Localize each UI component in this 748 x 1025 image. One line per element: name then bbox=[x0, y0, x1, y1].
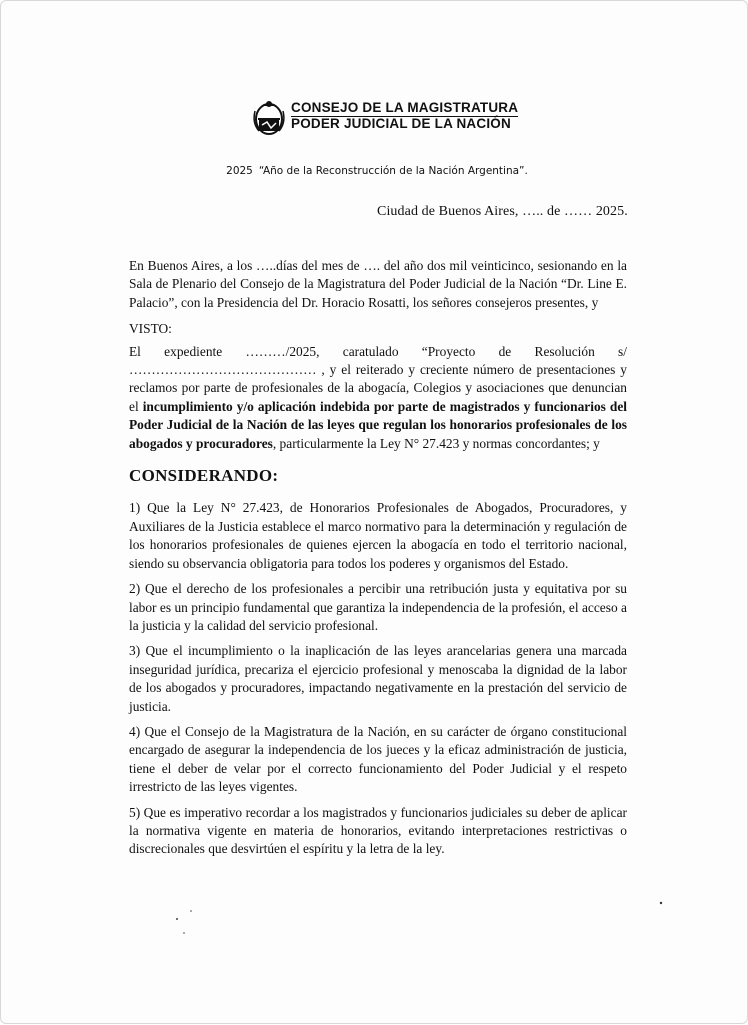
motto-year: 2025 bbox=[226, 165, 253, 177]
visto-text-1: El expediente ………/2025, caratulado “Proyecto de Resolución s/ …………………………………… , y el reiterado y creciente número de presentaciones y reclamos por parte de profesionales de la abogacía, Colegios y asociaciones que denuncian el bbox=[129, 343, 627, 414]
considerando-item: 3) Que el incumplimiento o la inaplicación de las leyes arancelarias genera una marcada inseguridad jurídica, precariza el ejercicio profesional y menoscaba la dignidad de la labor de los abogados y procuradores, impactando negativamente en la prestación del servicio de justicia. bbox=[129, 643, 627, 714]
institution-line-1: CONSEJO DE LA MAGISTRATURA bbox=[291, 100, 519, 115]
institution-line-2: PODER JUDICIAL DE LA NACIÓN bbox=[291, 116, 511, 131]
considerando-item: 4) Que el Consejo de la Magistratura de la Nación, en su carácter de órgano constitucional encargado de asegurar la independencia de los jueces y la eficaz administración de justicia, tiene el deber de velar por el correcto funcionamiento del Poder Judicial y el respeto irrestricto de las leyes vigentes. bbox=[129, 723, 627, 795]
visto-text-2: , particularmente la Ley N° 27.423 y normas concordantes; y bbox=[272, 435, 600, 451]
considerando-heading: CONSIDERANDO: bbox=[129, 466, 279, 486]
considerando-item: 1) Que la Ley N° 27.423, de Honorarios Profesionales de Abogados, Procuradores, y Auxiliares de la Justicia establece el marco normativo para la determinación y regulación de los honorarios profesionales de quienes ejercen la abogacía en todo el territorio nacional, siendo su observancia obligatoria para todos los poderes y organismos del Estado. bbox=[129, 500, 627, 571]
institution-name bbox=[291, 101, 518, 131]
considerando-item: 5) Que es imperativo recordar a los magistrados y funcionarios judiciales su deber de aplicar la normativa vigente en materia de honorarios, evitando interpretaciones restrictivas o discrecionales que desvirtúen el espíritu y la letra de la ley. bbox=[129, 804, 627, 857]
visto-heading: VISTO: bbox=[129, 321, 172, 337]
visto-text-bold: incumplimiento y/o aplicación indebida por parte de magistrados y funcionarios del Poder Judicial de la Nación de las leyes que regulan los honorarios profesionales de los abogados y procuradores bbox=[129, 398, 627, 451]
letterhead bbox=[249, 93, 518, 139]
city-date: Ciudad de Buenos Aires, ….. de …… 2025. bbox=[377, 204, 628, 219]
considerando-item: 2) Que el derecho de los profesionales a percibir una retribución justa y equitativa por su labor es un principio fundamental que garantiza la independencia de la profesión, el acceso a la justicia y la calidad del servicio profesional. bbox=[129, 581, 627, 633]
visto-paragraph bbox=[129, 343, 627, 453]
document-body bbox=[129, 257, 627, 866]
intro-paragraph: En Buenos Aires, a los …..días del mes de …. del año dos mil veinticinco, sesionando en la Sala de Plenario del Consejo de la Magistratura del Poder Judicial de la Nación “Dr. Line E. Palacio”, con la Presidencia del Dr. Horacio Rosatti, los señores consejeros presentes, y bbox=[129, 258, 627, 310]
motto-text: “Año de la Reconstrucción de la Nación Argentina”. bbox=[258, 165, 528, 177]
year-motto bbox=[1, 165, 747, 177]
national-seal-icon bbox=[249, 95, 289, 137]
